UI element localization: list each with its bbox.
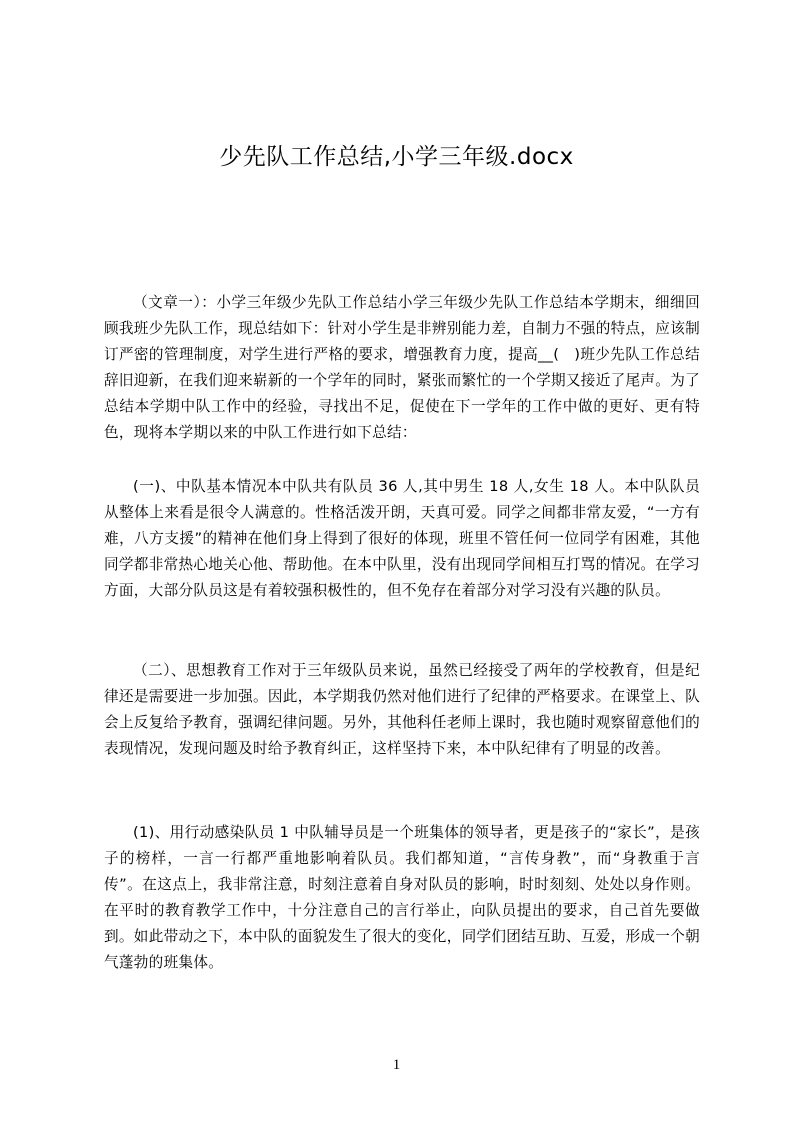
paragraph-basic-situation: (一)、中队基本情况本中队共有队员 36 人,其中男生 18 人,女生 18 人。本中队队员从整体上来看是很令人满意的。性格活泼开朗，天真可爱。同学之间都非常友爱，“一方有难，八方支援”的精神在他们身上得到了很好的体现，班里不管任何一位同学有困难，其他同学都非常热心地关心他、帮助他。在本中队里，没有出现同学间相互打骂的情况。在学习方面，大部分队员这是有着较强积极性的，但不免存在着部分对学习没有兴趣的队员。 xyxy=(104,478,700,599)
paragraph-lead-by-example: (1)、用行动感染队员 1 中队辅导员是一个班集体的领导者，更是孩子的“家长”，是孩子的榜样，一言一行都严重地影响着队员。我们都知道，“言传身教”，而“身教重于言传”。在这点上，我非常注意，时刻注意着自身对队员的影响，时时刻刻、处处以身作则。在平时的教育教学工作中，十分注意自己的言行举止，向队员提出的要求，自己首先要做到。如此带动之下，本中队的面貌发生了很大的变化，同学们团结互助、互爱，形成一个朝气蓬勃的班集体。 xyxy=(104,824,700,971)
page-number: 1 xyxy=(392,1057,401,1073)
document-title: 少先队工作总结,小学三年级.docx xyxy=(219,144,574,170)
paragraph-ideological-education: （二）、思想教育工作对于三年级队员来说，虽然已经接受了两年的学校教育，但是纪律还是需要进一步加强。因此，本学期我仍然对他们进行了纪律的严格要求。在课堂上、队会上反复给予教育，强调纪律问题。另外，其他科任老师上课时，我也随时观察留意他们的表现情况，发现问题及时给予教育纠正，这样坚持下来，本中队纪律有了明显的改善。 xyxy=(104,662,700,757)
paragraph-article-intro: （文章一）：小学三年级少先队工作总结小学三年级少先队工作总结本学期末，细细回顾我班少先队工作，现总结如下：针对小学生是非辨别能力差，自制力不强的特点，应该制订严密的管理制度，对学生进行严格的要求，增强教育力度，提高__( )班少先队工作总结辞旧迎新，在我们迎来崭新的一个学年的同时，紧张而繁忙的一个学期又接近了尾声。为了总结本学期中队工作中的经验，寻找出不足，促使在下一学年的工作中做的更好、更有特色，现将本学期以来的中队工作进行如下总结： xyxy=(104,294,700,441)
